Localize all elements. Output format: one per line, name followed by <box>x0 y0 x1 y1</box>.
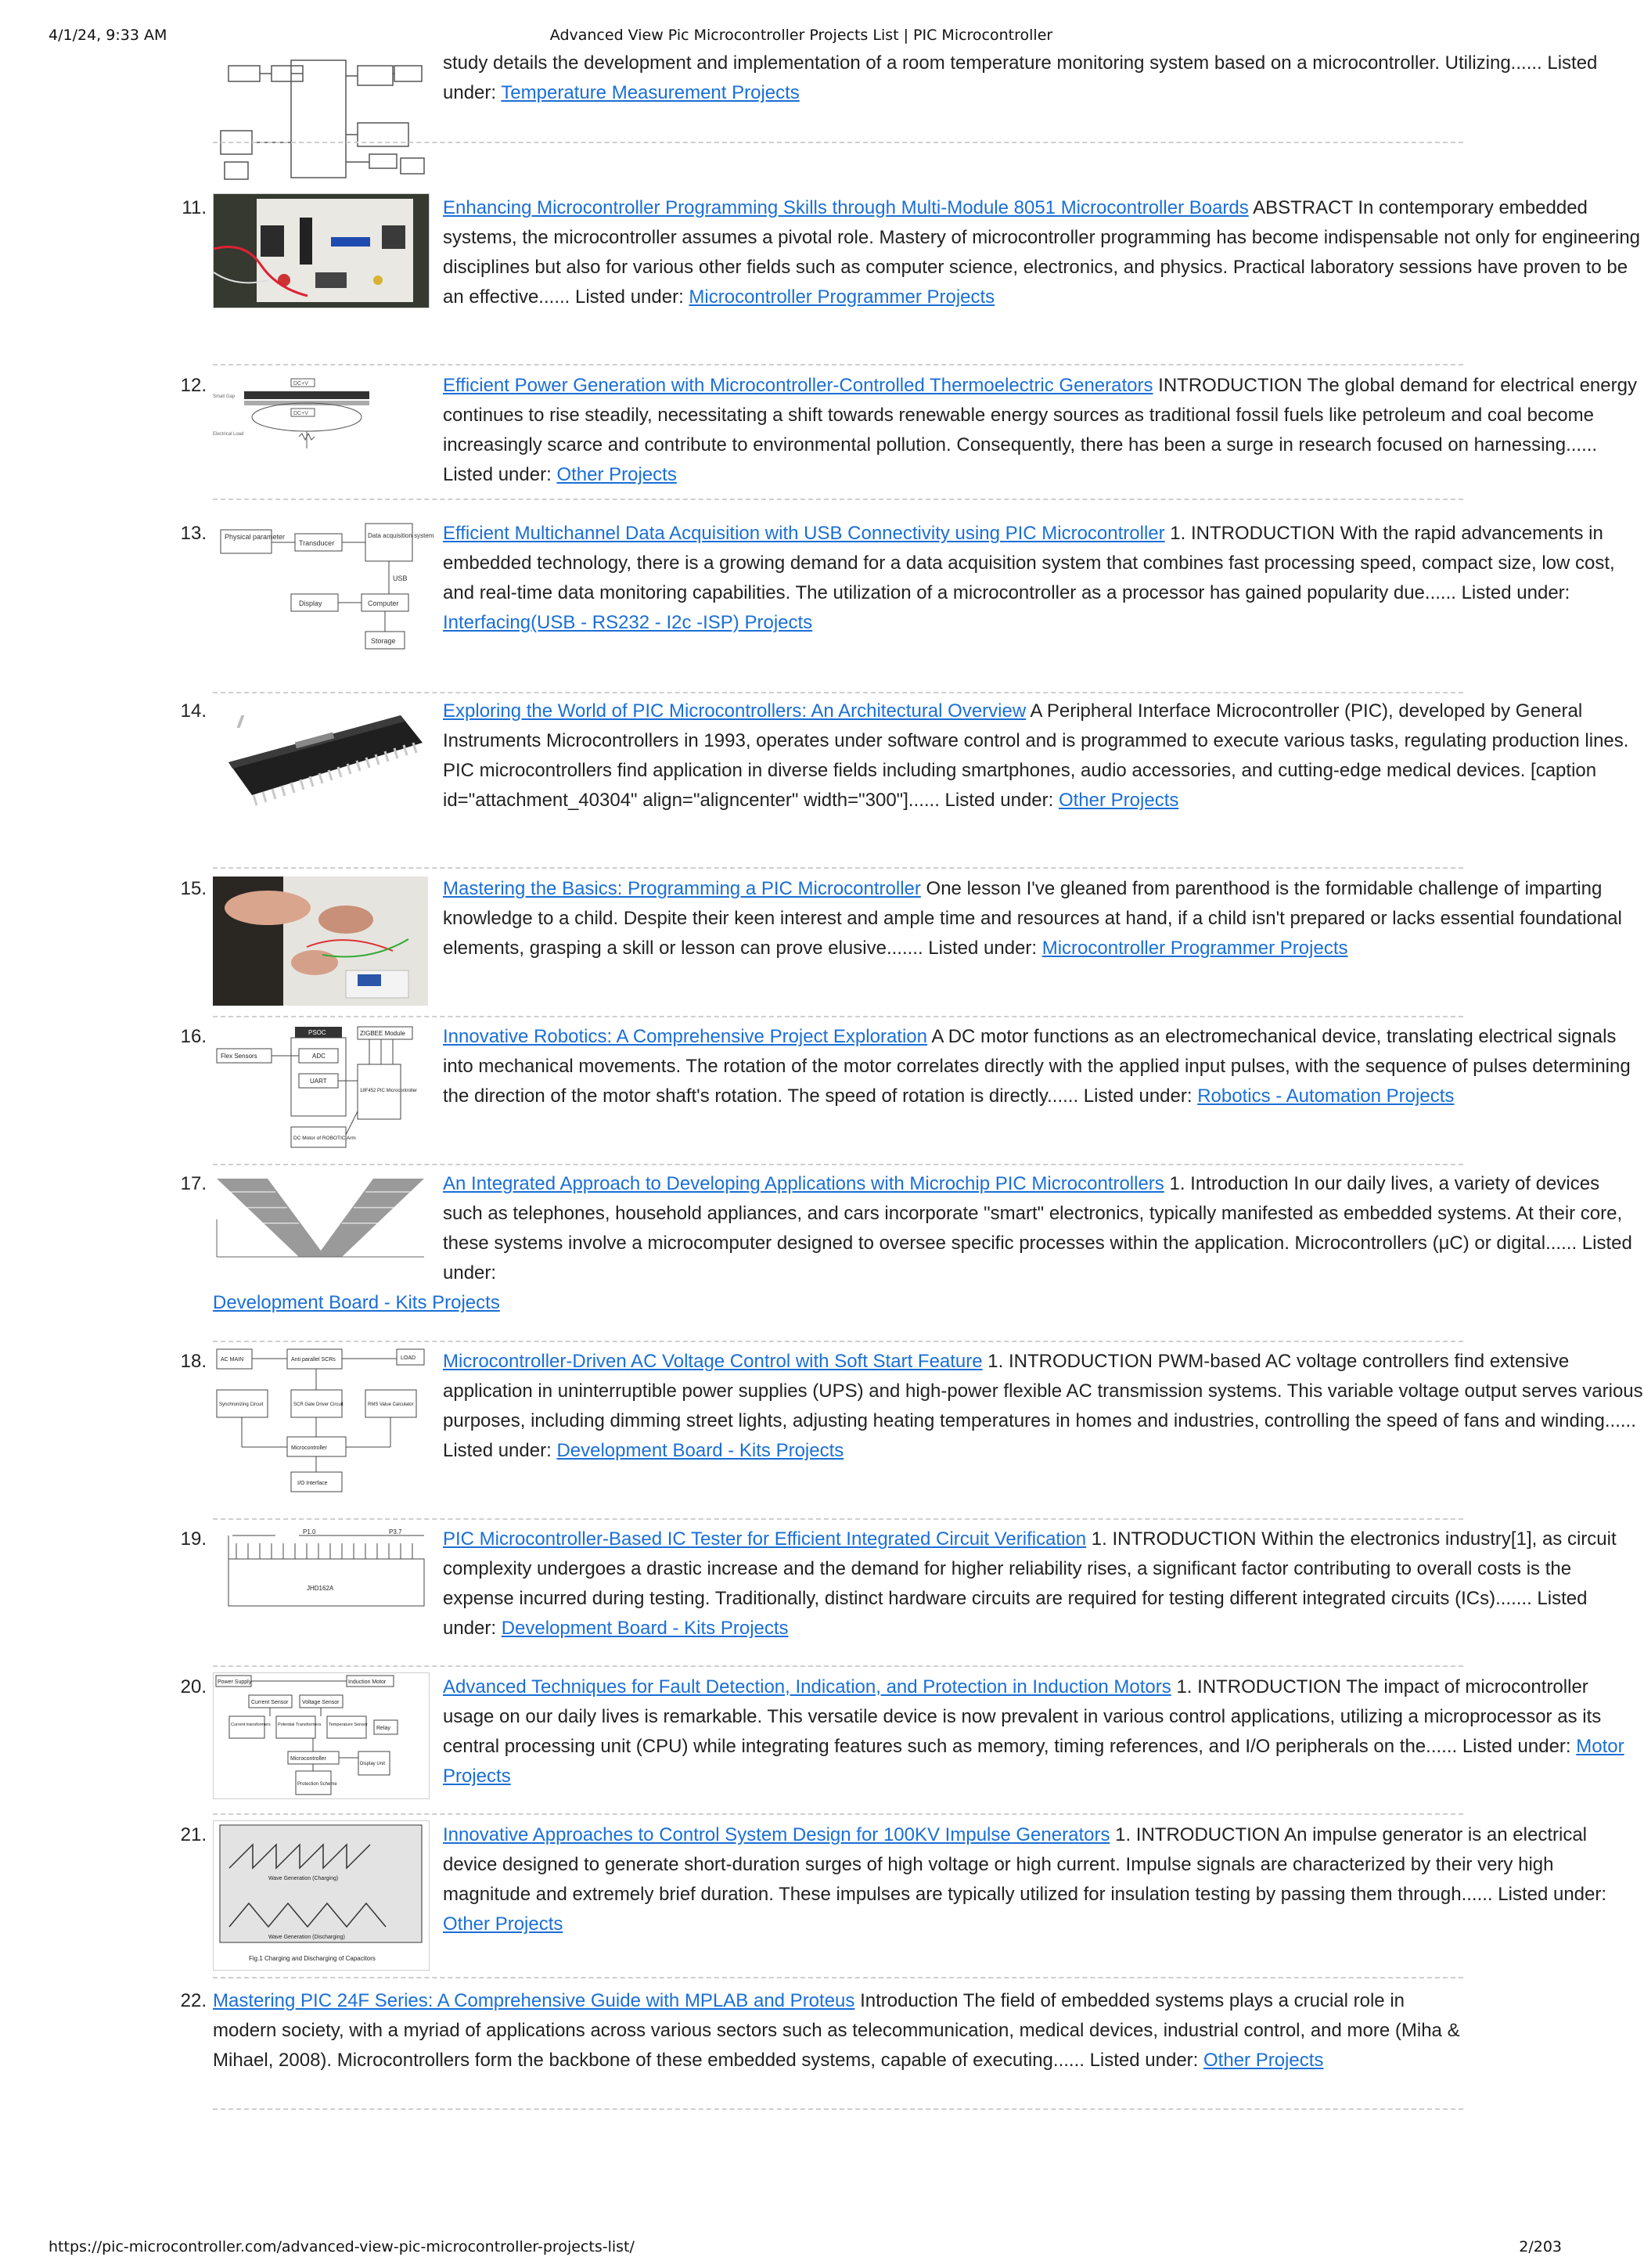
diagram-label: Potential Transformers <box>278 1723 322 1727</box>
separator <box>213 142 1463 143</box>
separator <box>213 1341 1463 1342</box>
ac-control-diagram-thumbnail[interactable] <box>213 1347 428 1496</box>
list-item-text-overflow <box>213 1288 1465 1318</box>
diagram-label: LOAD <box>401 1355 416 1361</box>
project-title-link[interactable]: Enhancing Microcontroller Programming Skills through Multi-Module 8051 Microcontroller Boards <box>443 197 1249 218</box>
separator <box>213 1016 1463 1017</box>
list-item-text <box>443 193 1644 312</box>
separator <box>213 364 1463 365</box>
diagram-label: DC Motor of ROBOTIC Arm <box>293 1136 356 1141</box>
diagram-label: Computer <box>368 599 399 607</box>
diagram-label: Wave Generation (Charging) <box>268 1876 339 1881</box>
item-number: 14. <box>180 700 207 722</box>
separator <box>213 1164 1463 1165</box>
list-item-description: 1. INTRODUCTION The impact of microcontroller usage on our daily lives is remarkable. This versatile device is now prevalent in various control applications, utilizing a microprocessor as its central processing unit (CPU) while integrating features such as memory, timing references, and I/O peripherals on the...... Listed under: <box>443 1676 1602 1757</box>
item-number: 17. <box>180 1173 207 1194</box>
diagram-label: DC+V <box>293 411 308 416</box>
pic-chip-thumbnail[interactable] <box>213 707 428 809</box>
diagram-label: AC MAIN <box>221 1357 244 1363</box>
project-title-link[interactable]: Mastering PIC 24F Series: A Comprehensive Guide with MPLAB and Proteus <box>213 1990 855 2011</box>
diagram-label: UART <box>310 1078 327 1085</box>
list-item-text <box>443 697 1644 815</box>
project-title-link[interactable]: Advanced Techniques for Fault Detection, Indication, and Protection in Induction Motors <box>443 1676 1171 1697</box>
diagram-label: Physical parameter <box>225 533 286 541</box>
list-item-description: INTRODUCTION The global demand for electrical energy continues to rise steadily, necessitating a shift towards renewable energy sources as traditional fossil fuels like petroleum and coal become increasingly scarce and contribute to environmental pollution. Consequently, there has been a surge in research focused on harnessing...... Listed under: <box>443 375 1637 485</box>
print-datetime: 4/1/24, 9:33 AM <box>49 27 167 44</box>
separator <box>213 2108 1463 2110</box>
diagram-label: Display <box>299 599 322 607</box>
diagram-label: USB <box>393 574 408 582</box>
separator <box>213 1813 1463 1815</box>
category-link[interactable]: Development Board - Kits Projects <box>501 1618 789 1639</box>
list-item-description: 1. Introduction In our daily lives, a variety of devices such as telephones, household appliances, and cars incorporate "smart" electronics, typically manifested as embedded systems. At their core, these systems involve a microcomputer designed to oversee specific processes within the application. Microcontrollers (μC) or digital...... Listed under: <box>443 1173 1632 1283</box>
diagram-label: Temperature Sensor <box>329 1723 368 1727</box>
diagram-label: DC+V <box>293 381 308 387</box>
diagram-label: Current Sensor <box>251 1700 289 1705</box>
list-item-description: One lesson I've gleaned from parenthood is the formidable challenge of imparting knowledge to a child. Despite their keen interest and ample time and resources at hand, if a child isn't prepared or lacks essential foundational elements, grasping a skill or lesson can prove elusive....... Listed under: <box>443 878 1622 959</box>
separator <box>213 1665 1463 1667</box>
diagram-label: PSOC <box>308 1029 326 1036</box>
diagram-label: Anti parallel SCRs <box>291 1357 336 1363</box>
circuit-board-thumbnail[interactable] <box>213 193 430 308</box>
list-item-text <box>443 1820 1644 1939</box>
category-link[interactable]: Development Board - Kits Projects <box>556 1440 844 1461</box>
project-title-link[interactable]: PIC Microcontroller-Based IC Tester for Efficient Integrated Circuit Verification <box>443 1528 1087 1550</box>
hands-breadboard-thumbnail[interactable] <box>213 877 428 1006</box>
figure-caption: Fig.1 Charging and Discharging of Capacitors <box>249 1955 376 1962</box>
motor-protection-diagram-thumbnail[interactable] <box>213 1672 430 1799</box>
separator <box>213 1518 1463 1520</box>
item-number: 18. <box>180 1351 207 1372</box>
category-link[interactable]: Microcontroller Programmer Projects <box>689 286 995 308</box>
list-item-description: 1. INTRODUCTION An impulse generator is an electrical device designed to generate short-duration surges of high voltage or high current. Impulse signals are characterized by their very high magnitude and extremely brief duration. These impulses are typically utilized for insulation testing by passing them through...... Listed under: <box>443 1824 1607 1905</box>
item-number: 21. <box>180 1824 207 1845</box>
thermoelectric-diagram-thumbnail[interactable] <box>213 374 428 460</box>
diagram-label: JHD162A <box>307 1585 334 1592</box>
list-item-text <box>443 1347 1644 1466</box>
project-title-link[interactable]: Innovative Approaches to Control System Design for 100KV Impulse Generators <box>443 1824 1110 1845</box>
category-link[interactable]: Other Projects <box>556 464 677 485</box>
list-item-description: A DC motor functions as an electromechanical device, translating electrical signals into mechanical movements. The rotation of the motor correlates directly with the applied input pulses, with the sequence of pulses determining the direction of the motor shaft's rotation. The speed of rotation is directly...... Listed under: <box>443 1026 1631 1107</box>
list-item-text <box>443 519 1644 638</box>
list-item-description: Introduction The field of embedded systems plays a crucial role in modern society, with a myriad of applications across various sectors such as telecommunication, medical devices, industrial control, and more (Miha & Mihael, 2008). Microcontrollers form the backbone of these embedded systems, capable of executing...... Listed under: <box>213 1990 1460 2071</box>
category-link[interactable]: Development Board - Kits Projects <box>213 1292 500 1313</box>
diagram-label: I/O Interface <box>297 1481 328 1486</box>
item-number: 15. <box>180 878 207 899</box>
category-link[interactable]: Robotics - Automation Projects <box>1197 1085 1455 1107</box>
item-number: 19. <box>180 1528 207 1550</box>
category-link[interactable]: Other Projects <box>1058 790 1179 811</box>
diagram-label: Relay <box>376 1726 390 1731</box>
lcd-pinout-diagram-thumbnail[interactable] <box>213 1528 428 1614</box>
v-model-diagram-thumbnail[interactable] <box>213 1172 428 1258</box>
diagram-label: Synchronizing Circuit <box>219 1402 264 1407</box>
diagram-label: ADC <box>312 1053 326 1060</box>
diagram-label: Current transformers <box>231 1723 271 1727</box>
data-acquisition-diagram-thumbnail[interactable] <box>213 522 434 663</box>
list-item-text <box>443 1525 1644 1643</box>
category-link[interactable]: Microcontroller Programmer Projects <box>1041 938 1348 959</box>
list-item-description: 1. INTRODUCTION Within the electronics industry[1], as circuit complexity undergoes a drastic increase and the demand for higher reliability rises, a significant factor contributing to overall costs is the expense incurred during testing. Traditionally, distinct hardware circuits are required for testing different integrated circuits (ICs)....... Listed under: <box>443 1528 1617 1639</box>
category-link[interactable]: Temperature Measurement Projects <box>501 82 800 103</box>
project-title-link[interactable]: Efficient Multichannel Data Acquisition with USB Connectivity using PIC Microcontroller <box>443 523 1165 544</box>
project-title-link[interactable]: Mastering the Basics: Programming a PIC Microcontroller <box>443 878 921 899</box>
separator <box>213 499 1463 500</box>
diagram-label: Storage <box>371 637 396 645</box>
item-number: 11. <box>182 197 207 218</box>
project-title-link[interactable]: Microcontroller-Driven AC Voltage Control with Soft Start Feature <box>443 1351 983 1372</box>
category-link[interactable]: Other Projects <box>443 1913 563 1935</box>
print-page-title: Advanced View Pic Microcontroller Projects List | PIC Microcontroller <box>549 27 1053 44</box>
diagram-label: P3.7 <box>389 1528 402 1535</box>
list-item-text <box>213 1986 1465 2075</box>
item-number: 16. <box>180 1026 207 1047</box>
category-link[interactable]: Interfacing(USB - RS232 - I2c -ISP) Projects <box>443 612 813 633</box>
print-url: https://pic-microcontroller.com/advanced-view-pic-microcontroller-projects-list/ <box>49 2238 635 2255</box>
item-number: 13. <box>180 523 207 544</box>
diagram-label: ZIGBEE Module <box>360 1030 405 1037</box>
item-number: 20. <box>180 1676 207 1697</box>
diagram-label: Protection Scheme <box>297 1782 337 1787</box>
diagram-label: Microcontroller <box>290 1756 326 1762</box>
project-title-link[interactable]: An Integrated Approach to Developing Applications with Microchip PIC Microcontrollers <box>443 1173 1164 1194</box>
list-item-description: ABSTRACT In contemporary embedded systems, the microcontroller assumes a pivotal role. Mastery of microcontroller programming has become indispensable not only for engineering disciplines but also for various other fields such as computer science, electronics, and physics. Practical laboratory sessions have proven to be an effective...... Listed under: <box>443 197 1641 308</box>
diagram-label: 18F452 PIC Microcontroller <box>360 1089 418 1093</box>
diagram-label: P1.0 <box>303 1528 316 1535</box>
item-number: 22. <box>180 1990 207 2011</box>
diagram-label: Display Unit <box>360 1762 386 1766</box>
list-item-description: 1. INTRODUCTION PWM-based AC voltage controllers find extensive application in uninterruptible power supplies (UPS) and high-power flexible AC transmission systems. This variable voltage output serves various purposes, including dimming street lights, adjusting heating temperatures in homes and industries, controlling the speed of fans and winding...... Listed under: <box>443 1351 1643 1461</box>
list-item-description: A Peripheral Interface Microcontroller (PIC), developed by General Instruments Microcontrollers in 1993, operates under software control and is programmed to execute various tasks, regulating production lines. PIC microcontrollers find application in diverse fields including smartphones, audio accessories, and cutting-edge medical devices. [caption id="attachment_40304" align="aligncenter" width="300"]...... Listed under: <box>443 700 1629 811</box>
category-link[interactable]: Other Projects <box>1203 2050 1324 2071</box>
diagram-label: SCR Gate Driver Circuit <box>293 1402 344 1407</box>
project-title-link[interactable]: Innovative Robotics: A Comprehensive Project Exploration <box>443 1026 927 1047</box>
diagram-label: Induction Motor <box>348 1679 387 1685</box>
diagram-label: Wave Generation (Discharging) <box>268 1935 345 1940</box>
diagram-label: Small Gap <box>213 394 236 399</box>
separator <box>213 1977 1463 1978</box>
diagram-label: RMS Value Calculator <box>368 1402 414 1407</box>
project-title-link[interactable]: Efficient Power Generation with Microcontroller-Controlled Thermoelectric Generators <box>443 375 1153 396</box>
diagram-label: Data acquisition system <box>368 532 434 539</box>
list-item-text <box>443 1672 1644 1791</box>
list-item-description: 1. INTRODUCTION With the rapid advancements in embedded technology, there is a growing demand for a data acquisition system that combines fast processing speed, compact size, low cost, and real-time data monitoring capabilities. The utilization of a microcontroller as a processor has gained popularity due...... Listed under: <box>443 523 1615 603</box>
print-page-number: 2/203 <box>1519 2238 1562 2255</box>
diagram-label: Transducer <box>299 539 335 547</box>
list-item-description: study details the development and implementation of a room temperature monitoring system based on a microcontroller. Utilizing...... Listed under: <box>443 52 1598 103</box>
capacitor-waveform-thumbnail[interactable] <box>213 1820 430 1971</box>
item-number: 12. <box>180 375 207 396</box>
block-diagram-thumbnail[interactable] <box>213 56 428 182</box>
list-item-text <box>443 874 1644 963</box>
separator <box>213 867 1463 869</box>
list-item-text <box>443 1169 1644 1288</box>
diagram-label: Voltage Sensor <box>302 1700 340 1705</box>
list-item-text <box>443 371 1644 490</box>
list-item-text <box>443 49 1644 108</box>
category-link[interactable]: Motor Projects <box>443 1736 1624 1787</box>
diagram-label: Electrical Load <box>213 432 244 437</box>
project-title-link[interactable]: Exploring the World of PIC Microcontrollers: An Architectural Overview <box>443 700 1027 722</box>
diagram-label: Power Supply <box>218 1679 252 1685</box>
psoc-block-diagram-thumbnail[interactable] <box>213 1025 428 1150</box>
separator <box>213 692 1463 693</box>
diagram-label: Flex Sensors <box>221 1053 257 1060</box>
diagram-label: Microcontroller <box>291 1445 327 1451</box>
list-item-text <box>443 1022 1644 1111</box>
